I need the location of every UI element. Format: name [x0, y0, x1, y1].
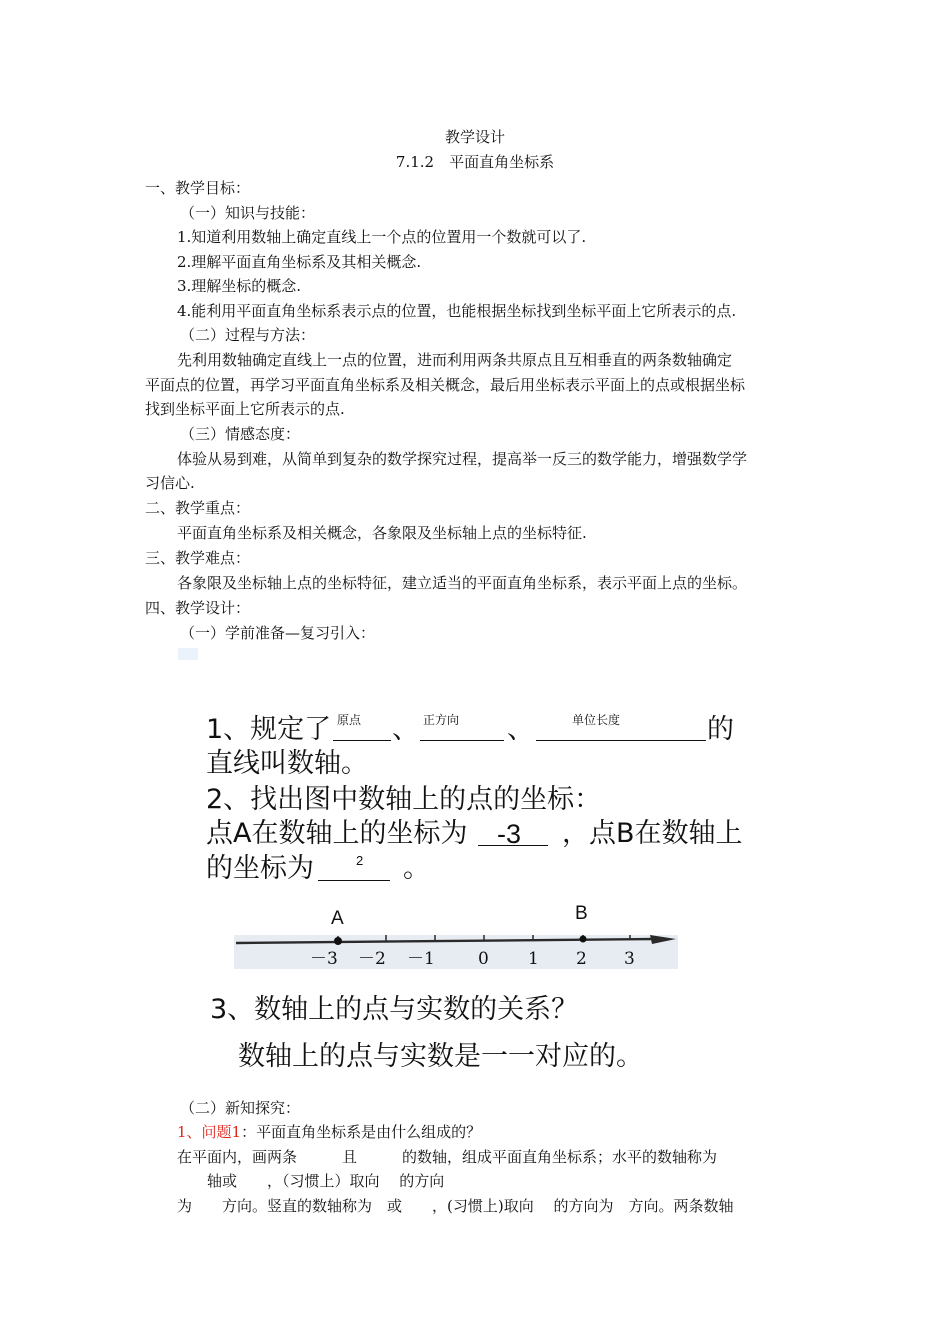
- explore-line: 轴或 ，（习惯上）取向 的方向: [207, 1172, 445, 1190]
- preparation-heading: （一）学前准备—复习引入：: [180, 624, 376, 642]
- objective-item: 4.能利用平面直角坐标系表示点的位置，也能根据坐标找到坐标平面上它所表示的点.: [177, 302, 737, 320]
- point-a-label: A: [331, 908, 344, 929]
- arrow-head: [650, 935, 676, 944]
- objective-item: 3.理解坐标的概念.: [177, 277, 302, 295]
- q1-blank-1: [333, 740, 391, 741]
- knowledge-skills-heading: （一）知识与技能：: [180, 204, 316, 222]
- q2-line-2-prefix: 点A在数轴上的坐标为: [206, 818, 468, 849]
- objective-item: 1.知道利用数轴上确定直线上一个点的位置用一个数就可以了.: [177, 228, 587, 246]
- process-method-heading: （二）过程与方法：: [180, 326, 316, 344]
- explore-heading: （二）新知探究：: [180, 1099, 301, 1117]
- process-line: 平面点的位置，再学习平面直角坐标系及相关概念，最后用坐标表示平面上的点或根据坐标: [145, 376, 746, 394]
- q1-separator: 、: [392, 714, 419, 745]
- q2-line-2-suffix: ，点B在数轴上: [562, 818, 743, 849]
- q2-line-3-suffix: 。: [403, 853, 430, 884]
- doc-title: 教学设计: [444, 128, 505, 146]
- process-line: 先利用数轴确定直线上一点的位置，进而利用两条共原点且互相垂直的两条数轴确定: [177, 351, 733, 369]
- point-a-dot: [334, 937, 342, 945]
- problem-1-label: 1、问题1: [177, 1123, 242, 1141]
- q1-blank-2: [420, 740, 504, 741]
- q2-blank-b: [318, 880, 390, 881]
- design-heading: 四、教学设计：: [145, 599, 251, 617]
- problem-1: [177, 1122, 481, 1142]
- q2-line-3-prefix: 的坐标为: [206, 853, 314, 884]
- q1-answer-unit: 单位长度: [572, 713, 621, 727]
- tick-label: 0: [478, 949, 489, 969]
- q2-answer-a: -3: [497, 819, 522, 849]
- q1-suffix: 的: [707, 714, 734, 745]
- attitude-line: 习信心.: [145, 474, 195, 492]
- difficulties-text: 各象限及坐标轴上点的坐标特征，建立适当的平面直角坐标系，表示平面上点的坐标。: [177, 574, 748, 592]
- tick-label: －2: [358, 949, 386, 969]
- slide-marker: [178, 648, 198, 660]
- explore-line: 为 方向。竖直的数轴称为 或 ，(习惯上)取向 的方向为 方向。两条数轴: [177, 1197, 734, 1215]
- tick-label: 1: [528, 949, 539, 969]
- axis-line: [236, 939, 654, 943]
- tick-label: 2: [576, 949, 587, 969]
- problem-1-text: ：平面直角坐标系是由什么组成的？: [241, 1123, 482, 1141]
- point-b-dot: [580, 936, 587, 943]
- q3-answer: 数轴上的点与实数是一一对应的。: [238, 1041, 643, 1072]
- tick-label: 3: [624, 949, 635, 969]
- objective-item: 2.理解平面直角坐标系及其相关概念.: [177, 253, 422, 271]
- q1-blank-3: [536, 740, 706, 741]
- key-points-text: 平面直角坐标系及相关概念，各象限及坐标轴上点的坐标特征.: [177, 524, 587, 542]
- point-b-label: B: [575, 903, 588, 924]
- q1-answer-direction: 正方向: [423, 713, 460, 727]
- key-points-heading: 二、教学重点：: [145, 499, 251, 517]
- q3-question: 3、数轴上的点与实数的关系？: [210, 994, 579, 1025]
- number-line-figure: [234, 935, 678, 969]
- q1-separator: 、: [507, 714, 534, 745]
- attitude-line: 体验从易到难，从简单到复杂的数学探究过程，提高举一反三的数学能力，增强数学学: [177, 450, 748, 468]
- process-line: 找到坐标平面上它所表示的点.: [145, 400, 345, 418]
- attitude-heading: （三）情感态度：: [180, 425, 301, 443]
- objectives-heading: 一、教学目标：: [145, 179, 251, 197]
- q1-prefix: 1、规定了: [206, 714, 332, 745]
- q2-line-1: 2、找出图中数轴上的点的坐标：: [206, 784, 602, 815]
- q1-answer-origin: 原点: [337, 713, 362, 727]
- explore-line: 在平面内，画两条 且 的数轴，组成平面直角坐标系；水平的数轴称为: [177, 1148, 718, 1166]
- q2-answer-b: 2: [356, 853, 364, 868]
- tick-label: －1: [407, 949, 435, 969]
- tick-label: －3: [310, 949, 338, 969]
- difficulties-heading: 三、教学难点：: [145, 549, 251, 567]
- q1-line-2: 直线叫数轴。: [206, 748, 368, 779]
- doc-subtitle: 7.1.2 平面直角坐标系: [395, 153, 555, 171]
